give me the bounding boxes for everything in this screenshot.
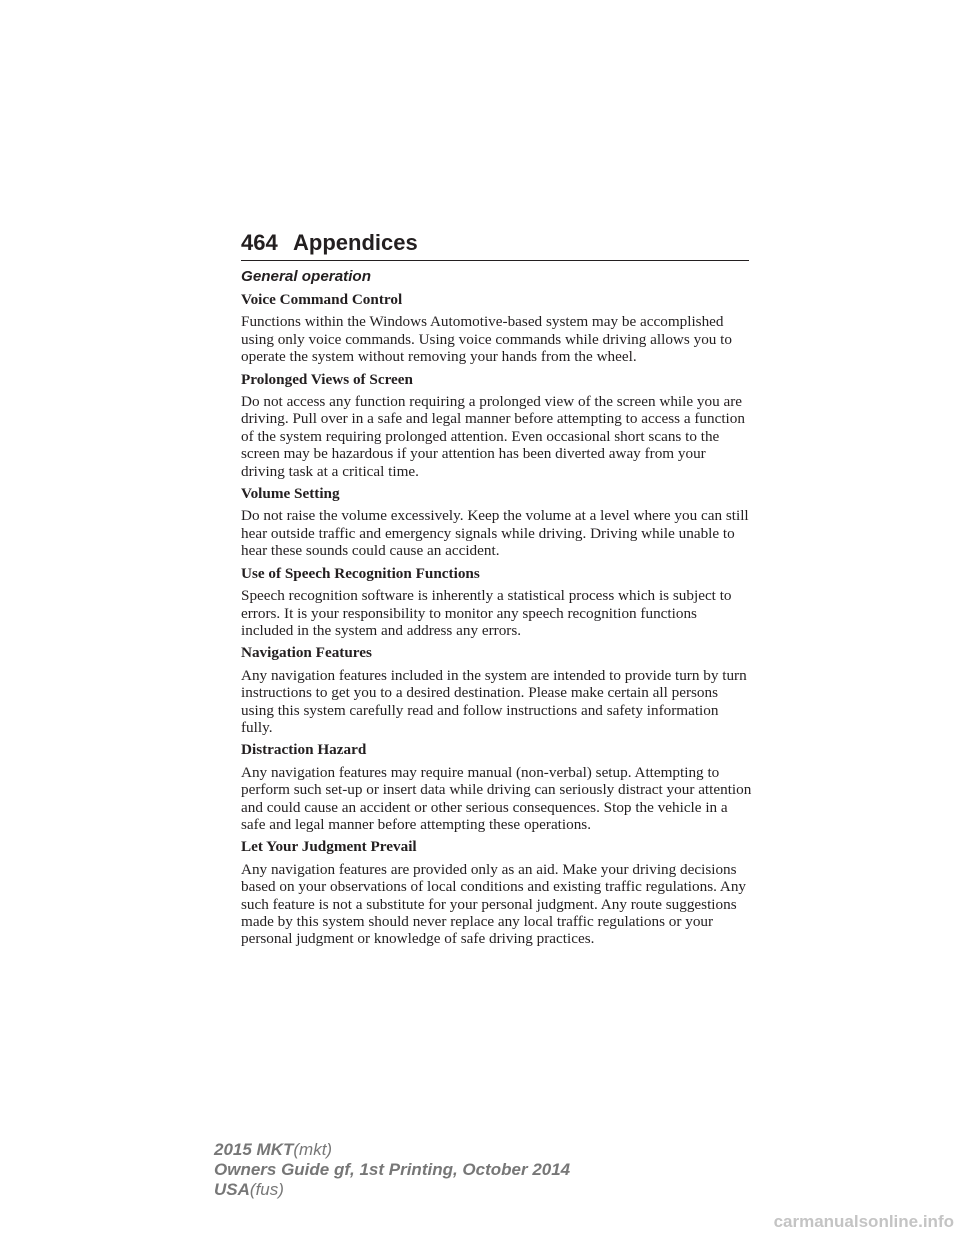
- footer-region-line: [214, 1180, 570, 1200]
- watermark: carmanualsonline.info: [773, 1212, 954, 1231]
- item-heading-voice-command: Voice Command Control: [241, 291, 403, 308]
- page-content: [241, 268, 753, 953]
- item-heading-distraction-hazard: Distraction Hazard: [241, 741, 367, 759]
- item-body-volume-setting: Do not raise the volume excessively. Keep the volume at a level where you can still hear outside traffic and emergency signals while driving. Driving while unable to hear these sounds could cause an accident.: [241, 507, 749, 560]
- item-heading-prolonged-views: Prolonged Views of Screen: [241, 370, 413, 388]
- footer-model-line: [214, 1140, 570, 1160]
- item-body-speech-recognition: Speech recognition software is inherently a statistical process which is subject to errors. It is your responsibility to monitor any speech recognition functions included in the system and address any errors.: [241, 587, 732, 639]
- footer-model: 2015 MKT: [214, 1140, 294, 1159]
- item-body-prolonged-views: Do not access any function requiring a prolonged view of the screen while you are driving. Pull over in a safe and legal manner before attempting to access a function of the system requiring prolonged attention. Even occasional short scans to the screen may be hazardous if your attention has been diverted away from your driving task at a critical time.: [241, 393, 745, 480]
- item-heading-judgment: Let Your Judgment Prevail: [241, 838, 417, 856]
- footer-guide: Owners Guide gf, 1st Printing, October 2014: [214, 1160, 571, 1179]
- section-title: Appendices: [293, 230, 418, 255]
- item-body-judgment: Any navigation features are provided only as an aid. Make your driving decisions based on your observations of local conditions and existing traffic regulations. Any such feature is not a substitute for your personal judgment. Any route suggestions made by this system should never replace any local traffic regulations or your personal judgment or knowledge of safe driving practices.: [241, 860, 747, 948]
- item-body-distraction-hazard: Any navigation features may require manual (non-verbal) setup. Attempting to perform such set-up or insert data while driving can seriously distract your attention and could cause an accident or other serious consequences. Stop the vehicle in a safe and legal manner before attempting these operations.: [241, 763, 752, 833]
- page-footer: [214, 1140, 570, 1200]
- item-body-voice-command: Functions within the Windows Automotive-based system may be accomplished using only voice commands. Using voice commands while driving allows you to operate the system without removing your hands from the wheel.: [241, 313, 732, 366]
- footer-region-code: (fus): [249, 1180, 284, 1199]
- item-heading-volume-setting: Volume Setting: [241, 485, 340, 503]
- page-header: [241, 228, 749, 261]
- item-body-navigation-features: Any navigation features included in the system are intended to provide turn by turn instructions to get you to a desired destination. Please make certain all persons using this system carefully read and follow instructions and safety information fully.: [241, 666, 747, 736]
- footer-model-code: (mkt): [293, 1140, 333, 1159]
- page-number: 464: [241, 230, 278, 255]
- footer-guide-line: [214, 1160, 570, 1180]
- subheading: General operation: [241, 268, 371, 285]
- item-heading-speech-recognition: Use of Speech Recognition Functions: [241, 564, 480, 582]
- footer-region: USA: [214, 1180, 250, 1199]
- item-heading-navigation-features: Navigation Features: [241, 644, 372, 662]
